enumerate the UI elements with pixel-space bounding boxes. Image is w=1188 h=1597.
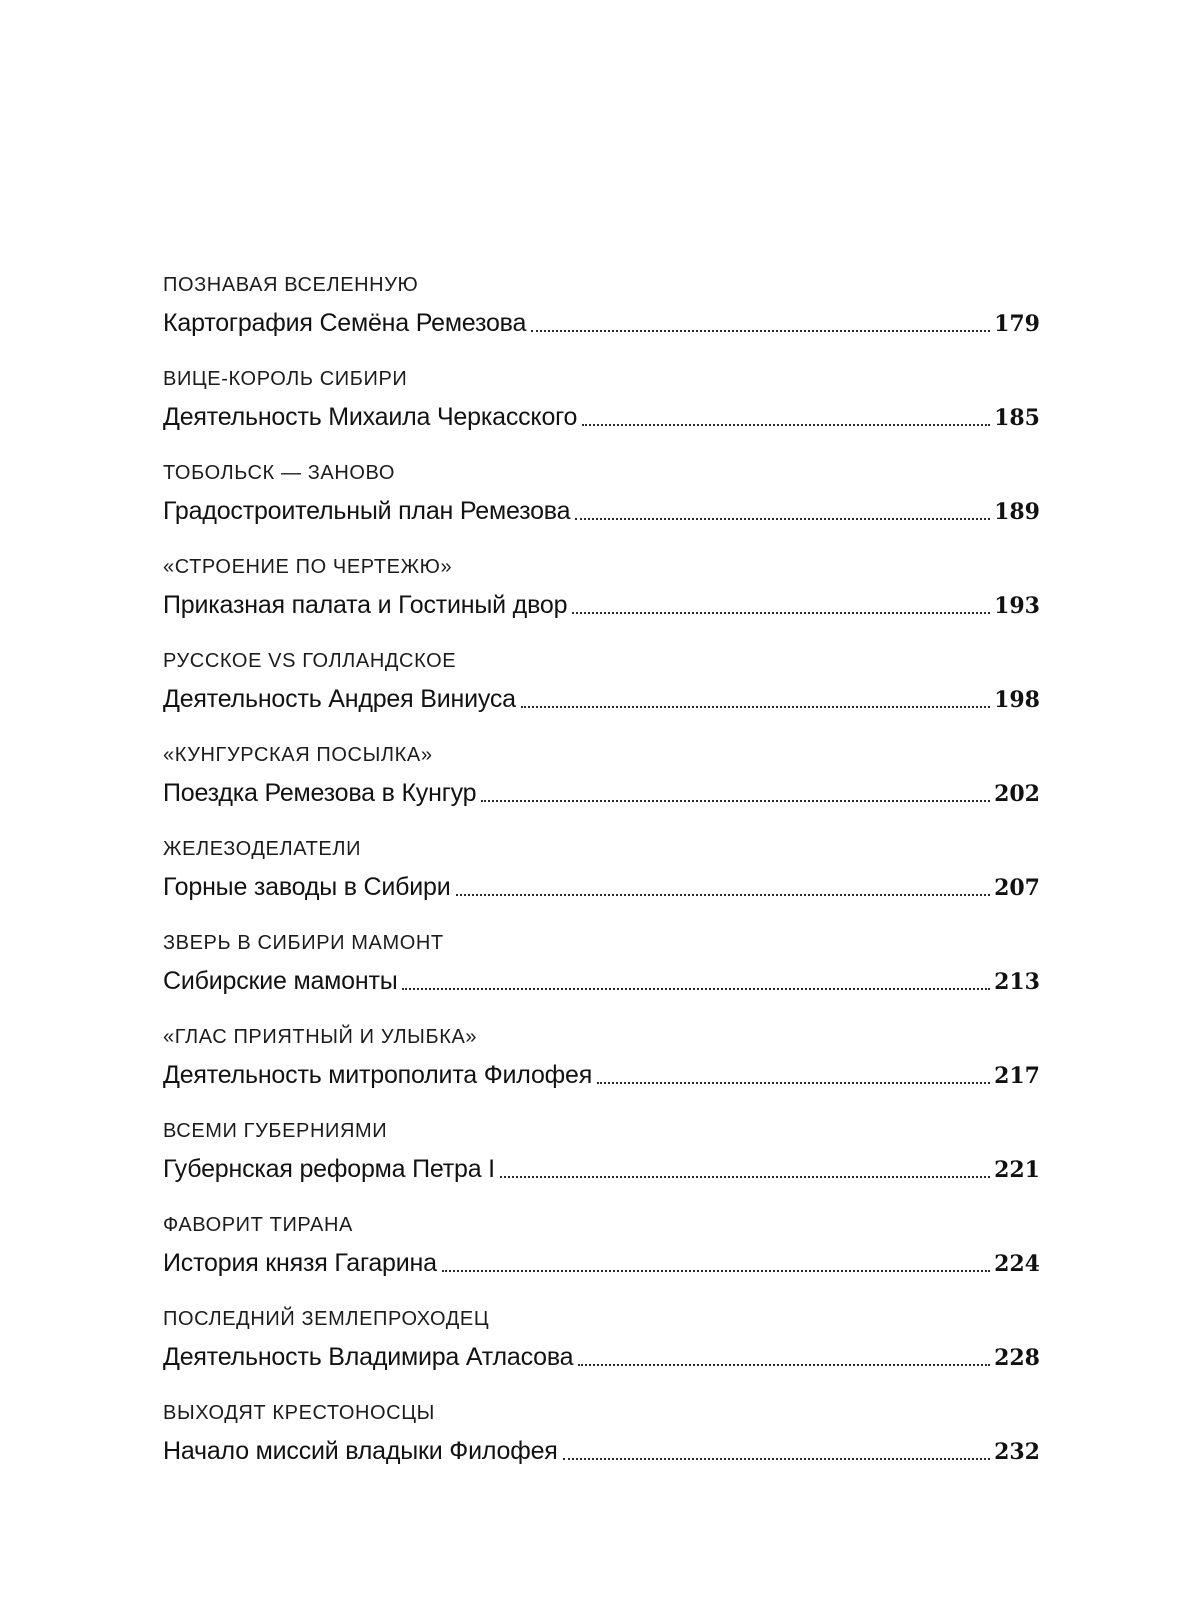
- dot-leader: [582, 424, 990, 426]
- toc-entry-page-number: 221: [994, 1157, 1040, 1183]
- toc-entry: [163, 460, 1040, 528]
- toc-entry-subtitle: Начало миссий владыки Филофея: [163, 1437, 558, 1465]
- toc-entry-line: [163, 588, 1040, 622]
- toc-entry-line: [163, 400, 1040, 434]
- toc-entry-page-number: 198: [994, 687, 1040, 713]
- dot-leader: [481, 800, 990, 802]
- toc-entry: [163, 272, 1040, 340]
- toc-entry-page-number: 207: [994, 875, 1040, 901]
- toc-entry-subtitle: История князя Гагарина: [163, 1249, 437, 1277]
- toc-entry-subtitle: Деятельность Владимира Атласова: [163, 1343, 574, 1371]
- toc-entry-page-number: 213: [994, 969, 1040, 995]
- toc-entry-page-number: 202: [994, 781, 1040, 807]
- toc-entry-heading: ВИЦЕ-КОРОЛЬ СИБИРИ: [163, 368, 408, 390]
- toc-entry-line: [163, 964, 1040, 998]
- toc-entry-heading: РУССКОЕ VS ГОЛЛАНДСКОЕ: [163, 650, 457, 672]
- toc-entry-line: [163, 1058, 1040, 1092]
- toc-entry: [163, 366, 1040, 434]
- toc-entry-heading: ЖЕЛЕЗОДЕЛАТЕЛИ: [163, 838, 362, 860]
- toc-entry-page-number: 228: [994, 1345, 1040, 1371]
- toc-entry-subtitle: Поездка Ремезова в Кунгур: [163, 779, 477, 807]
- toc-entry-line: [163, 870, 1040, 904]
- dot-leader: [402, 988, 990, 990]
- dot-leader: [575, 518, 990, 520]
- toc-entry-page-number: 224: [994, 1251, 1040, 1277]
- toc-entry-subtitle: Горные заводы в Сибири: [163, 873, 451, 901]
- toc-entry-heading: ВЫХОДЯТ КРЕСТОНОСЦЫ: [163, 1402, 435, 1424]
- toc-entry-line: [163, 1340, 1040, 1374]
- toc-entry-page-number: 193: [994, 593, 1040, 619]
- dot-leader: [521, 706, 990, 708]
- toc-entry-subtitle: Приказная палата и Гостиный двор: [163, 591, 568, 619]
- toc-entry-page-number: 217: [994, 1063, 1040, 1089]
- toc-entry-heading: ЗВЕРЬ В СИБИРИ МАМОНТ: [163, 932, 444, 954]
- toc-entry-subtitle: Губернская реформа Петра I: [163, 1155, 495, 1183]
- toc-entry-heading: «ГЛАС ПРИЯТНЫЙ И УЛЫБКА»: [163, 1026, 478, 1048]
- toc-entry-heading: ПОЗНАВАЯ ВСЕЛЕННУЮ: [163, 274, 419, 296]
- toc-entry: [163, 1118, 1040, 1186]
- toc-entry-subtitle: Деятельность митрополита Филофея: [163, 1061, 593, 1089]
- toc-entry-heading: «СТРОЕНИЕ ПО ЧЕРТЕЖЮ»: [163, 556, 453, 578]
- dot-leader: [572, 612, 990, 614]
- toc-entry-subtitle: Деятельность Андрея Виниуса: [163, 685, 516, 713]
- toc-entry-page-number: 185: [994, 405, 1040, 431]
- toc-entry-page-number: 179: [994, 311, 1040, 337]
- toc-entry: [163, 648, 1040, 716]
- toc-entry-heading: «КУНГУРСКАЯ ПОСЫЛКА»: [163, 744, 433, 766]
- toc-entry: [163, 836, 1040, 904]
- toc-entry-subtitle: Деятельность Михаила Черкасского: [163, 403, 578, 431]
- toc-entry-line: [163, 682, 1040, 716]
- toc-entry: [163, 1306, 1040, 1374]
- toc-entry-subtitle: Сибирские мамонты: [163, 967, 398, 995]
- table-of-contents: [163, 272, 1040, 1494]
- toc-entry-heading: ФАВОРИТ ТИРАНА: [163, 1214, 353, 1236]
- dot-leader: [456, 894, 991, 896]
- toc-entry: [163, 930, 1040, 998]
- toc-entry-line: [163, 776, 1040, 810]
- toc-entry-line: [163, 1246, 1040, 1280]
- toc-entry-subtitle: Градостроительный план Ремезова: [163, 497, 571, 525]
- dot-leader: [563, 1458, 990, 1460]
- toc-entry-line: [163, 494, 1040, 528]
- toc-entry: [163, 1400, 1040, 1468]
- toc-entry-page-number: 189: [994, 499, 1040, 525]
- toc-entry-heading: ТОБОЛЬСК — ЗАНОВО: [163, 462, 395, 484]
- dot-leader: [500, 1176, 990, 1178]
- toc-entry-line: [163, 1152, 1040, 1186]
- dot-leader: [442, 1270, 990, 1272]
- toc-entry: [163, 1212, 1040, 1280]
- toc-entry-line: [163, 306, 1040, 340]
- toc-entry: [163, 554, 1040, 622]
- dot-leader: [578, 1364, 990, 1366]
- dot-leader: [531, 330, 990, 332]
- toc-entry: [163, 742, 1040, 810]
- toc-entry-heading: ВСЕМИ ГУБЕРНИЯМИ: [163, 1120, 388, 1142]
- toc-entry-heading: ПОСЛЕДНИЙ ЗЕМЛЕПРОХОДЕЦ: [163, 1308, 490, 1330]
- toc-entry-line: [163, 1434, 1040, 1468]
- toc-entry-subtitle: Картография Семёна Ремезова: [163, 309, 527, 337]
- toc-entry-page-number: 232: [994, 1439, 1040, 1465]
- dot-leader: [597, 1082, 990, 1084]
- toc-entry: [163, 1024, 1040, 1092]
